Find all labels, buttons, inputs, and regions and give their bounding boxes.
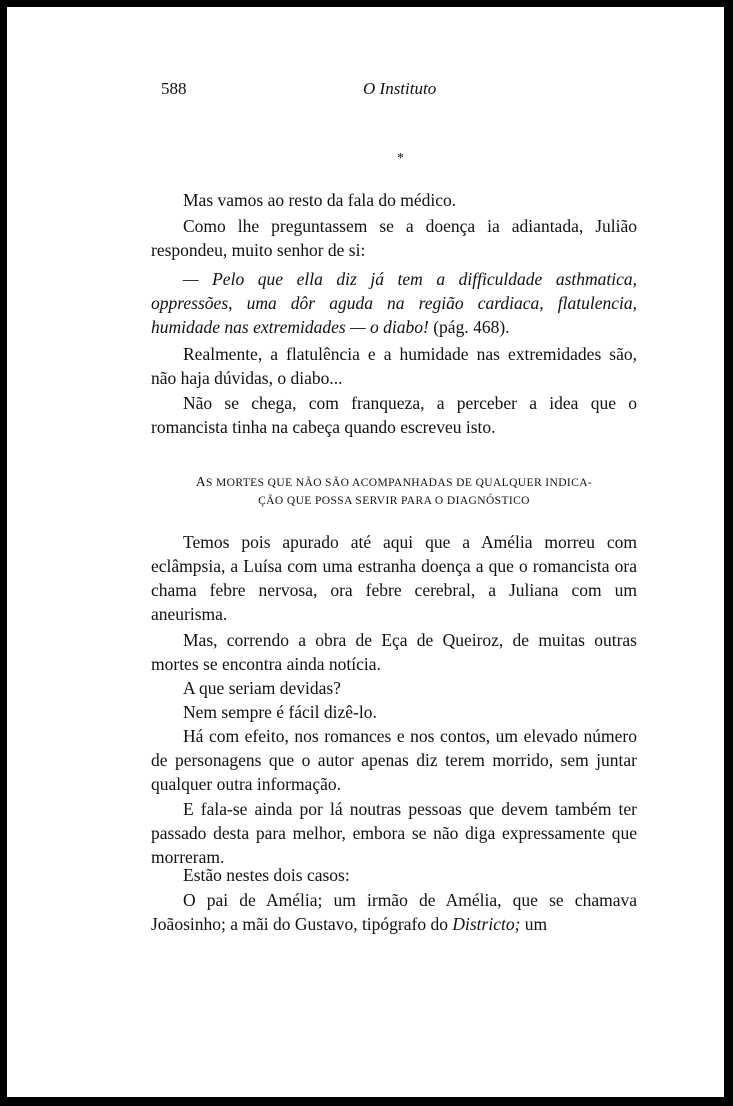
- paragraph-12: Estão nestes dois casos:: [183, 865, 350, 885]
- book-page: [7, 7, 724, 1097]
- paragraph-8: A que seriam devidas?: [183, 678, 341, 698]
- paragraph-2: Como lhe preguntassem se a doença ia adiantada, Julião respondeu, muito senhor de si:: [151, 216, 637, 260]
- page-reference: (pág. 468).: [428, 317, 510, 337]
- paragraph-11: E fala-se ainda por lá noutras pessoas que devem também ter passado desta para melhor, embora se não diga expressamente que morreram.: [151, 799, 637, 867]
- section-heading: [147, 473, 641, 510]
- paragraph-5: Não se chega, com franqueza, a perceber a idea que o romancista tinha na cabeça quando escreveu isto.: [151, 393, 637, 437]
- page-number: 588: [161, 79, 187, 98]
- paragraph-13-start: O pai de Amélia; um irmão de Amélia, que se chamava Joãosinho; a mãi do Gustavo, tipógrafo do: [151, 890, 637, 934]
- paragraph-13-end: um: [520, 914, 548, 934]
- asterisk-separator: *: [397, 151, 404, 166]
- heading-line-2: ÇÃO QUE POSSA SERVIR PARA O DIAGNÓSTICO: [258, 495, 530, 507]
- paragraph-1: Mas vamos ao resto da fala do médico.: [183, 190, 457, 210]
- paragraph-7: Mas, correndo a obra de Eça de Queiroz, de muitas outras mortes se encontra ainda notícia.: [151, 630, 637, 674]
- paragraph-6: Temos pois apurado até aqui que a Amélia morreu com eclâmpsia, a Luísa com uma estranha doença a que o romancista ora chama febre nervosa, ora febre cerebral, a Juliana com um aneurisma.: [151, 532, 637, 624]
- medical-quote: — Pelo que ella diz já tem a difficuldade asthmatica, oppressões, uma dôr aguda na região cardiaca, flatulencia, humidade nas extremidades — o diabo!: [151, 269, 637, 337]
- paragraph-10: Há com efeito, nos romances e nos contos, um elevado número de personagens que o autor apenas diz terem morrido, sem juntar qualquer outra informação.: [151, 726, 637, 794]
- heading-initial: A: [195, 474, 206, 489]
- paragraph-9: Nem sempre é fácil dizê-lo.: [183, 702, 377, 722]
- running-title: O Instituto: [363, 79, 437, 98]
- paragraph-13: [151, 888, 637, 936]
- newspaper-title: Districto;: [452, 914, 521, 934]
- heading-line-1: S MORTES QUE NÃO SÃO ACOMPANHADAS DE QUALQUER INDICA-: [205, 477, 593, 489]
- paragraph-3: [151, 267, 637, 339]
- paragraph-4: Realmente, a flatulência e a humidade nas extremidades são, não haja dúvidas, o diabo...: [151, 344, 637, 388]
